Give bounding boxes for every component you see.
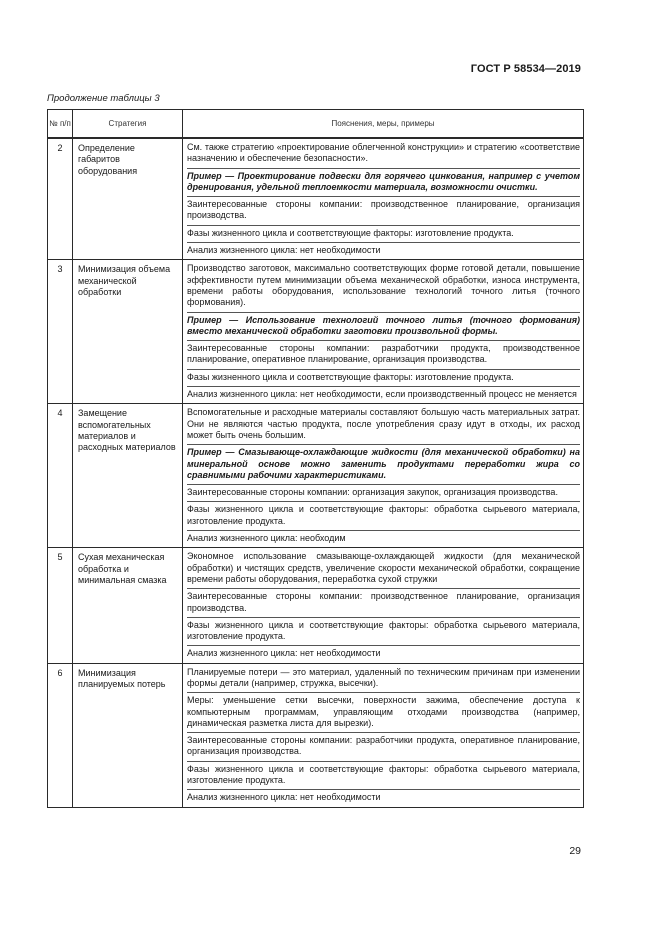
row-number: 2 — [48, 138, 73, 260]
lifecycle-phases-paragraph: Фазы жизненного цикла и соответствующие факторы: обработка сырьевого материала, изготовление продукта. — [187, 761, 580, 790]
measures-paragraph: Меры: уменьшение сетки высечки, поверхности зажима, обеспечение доступа к компьютерным программам, управляющим отходами производства (например, динамическая разметка листа для вырезки). — [187, 692, 580, 732]
strategy-cell: Сухая механическая обработка и минимальная смазка — [73, 548, 183, 663]
strategy-cell: Замещение вспомогательных материалов и расходных материалов — [73, 404, 183, 548]
lifecycle-phases-paragraph: Фазы жизненного цикла и соответствующие факторы: обработка сырьевого материала, изготовление продукта. — [187, 501, 580, 530]
column-header-explanation: Пояснения, меры, примеры — [183, 110, 584, 139]
example-paragraph: Пример — Проектирование подвески для горячего цинкования, например с учетом дренирования, удельной теплоемкости материала, возможности очистки. — [187, 168, 580, 197]
table-row — [48, 663, 584, 807]
explanation-paragraph: Экономное использование смазывающе-охлаждающей жидкости (для механической обработки) и чистящих средств, увеличение скорости механической обработки, сокращение времени работы оборудования, переработка сухой стружки — [187, 551, 580, 584]
lifecycle-analysis-paragraph: Анализ жизненного цикла: нет необходимости — [187, 789, 580, 804]
stakeholders-paragraph: Заинтересованные стороны компании: разработчики продукта, производственное планирование, оперативное планирование, организация производства. — [187, 340, 580, 369]
strategy-cell: Минимизация объема механической обработки — [73, 260, 183, 404]
page-number: 29 — [569, 845, 581, 857]
explanation-paragraph: См. также стратегию «проектирование облегченной конструкции» и стратегию «соответствие назначению и обеспечение безопасности». — [187, 142, 580, 164]
explanation-cell — [183, 260, 584, 404]
explanation-paragraph: Производство заготовок, максимально соответствующих форме готовой детали, повышение эффективности путем минимизации объема механической обработки, износа инструмента, времени работы оборудования, использование технологий точного литья (точного формования). — [187, 263, 580, 308]
lifecycle-analysis-paragraph: Анализ жизненного цикла: нет необходимости — [187, 645, 580, 660]
table-row — [48, 138, 584, 260]
stakeholders-paragraph: Заинтересованные стороны компании: организация закупок, организация производства. — [187, 484, 580, 501]
table-row — [48, 548, 584, 663]
strategy-cell: Минимизация планируемых потерь — [73, 663, 183, 807]
example-paragraph: Пример — Смазывающе-охлаждающие жидкости (для механической обработки) на минеральной основе можно заменить продуктами переработки жира со сравнимыми рабочими характеристиками. — [187, 444, 580, 484]
explanation-cell — [183, 404, 584, 548]
row-number: 6 — [48, 663, 73, 807]
explanation-paragraph: Планируемые потери — это материал, удаленный по техническим причинам при изменении формы детали (например, стружка, высечки). — [187, 666, 580, 688]
table-header-row — [48, 110, 584, 139]
lifecycle-phases-paragraph: Фазы жизненного цикла и соответствующие факторы: изготовление продукта. — [187, 369, 580, 386]
strategy-table — [47, 109, 584, 808]
table-row — [48, 404, 584, 548]
row-number: 5 — [48, 548, 73, 663]
lifecycle-analysis-paragraph: Анализ жизненного цикла: необходим — [187, 530, 580, 545]
table-caption: Продолжение таблицы 3 — [47, 93, 160, 104]
explanation-cell — [183, 663, 584, 807]
example-paragraph: Пример — Использование технологий точного литья (точного формования) вместо механической обработки заготовки произвольной формы. — [187, 312, 580, 341]
explanation-cell — [183, 138, 584, 260]
row-number: 3 — [48, 260, 73, 404]
stakeholders-paragraph: Заинтересованные стороны компании: разработчики продукта, оперативное планирование, организация производства. — [187, 732, 580, 761]
lifecycle-analysis-paragraph: Анализ жизненного цикла: нет необходимости — [187, 242, 580, 257]
row-number: 4 — [48, 404, 73, 548]
explanation-cell — [183, 548, 584, 663]
standard-code: ГОСТ Р 58534—2019 — [470, 63, 581, 75]
column-header-number: № п/п — [48, 110, 73, 139]
lifecycle-phases-paragraph: Фазы жизненного цикла и соответствующие факторы: обработка сырьевого материала, изготовление продукта. — [187, 617, 580, 646]
stakeholders-paragraph: Заинтересованные стороны компании: производственное планирование, организация производства. — [187, 196, 580, 225]
stakeholders-paragraph: Заинтересованные стороны компании: производственное планирование, организация производства. — [187, 588, 580, 617]
strategy-cell: Определение габаритов оборудования — [73, 138, 183, 260]
lifecycle-phases-paragraph: Фазы жизненного цикла и соответствующие факторы: изготовление продукта. — [187, 225, 580, 242]
column-header-strategy: Стратегия — [73, 110, 183, 139]
lifecycle-analysis-paragraph: Анализ жизненного цикла: нет необходимости, если производственный процесс не меняется — [187, 386, 580, 401]
table-row — [48, 260, 584, 404]
explanation-paragraph: Вспомогательные и расходные материалы составляют большую часть материальных затрат. Они не являются частью продукта, после употребления сразу идут в отходы, их расход может быть очень большим. — [187, 407, 580, 440]
